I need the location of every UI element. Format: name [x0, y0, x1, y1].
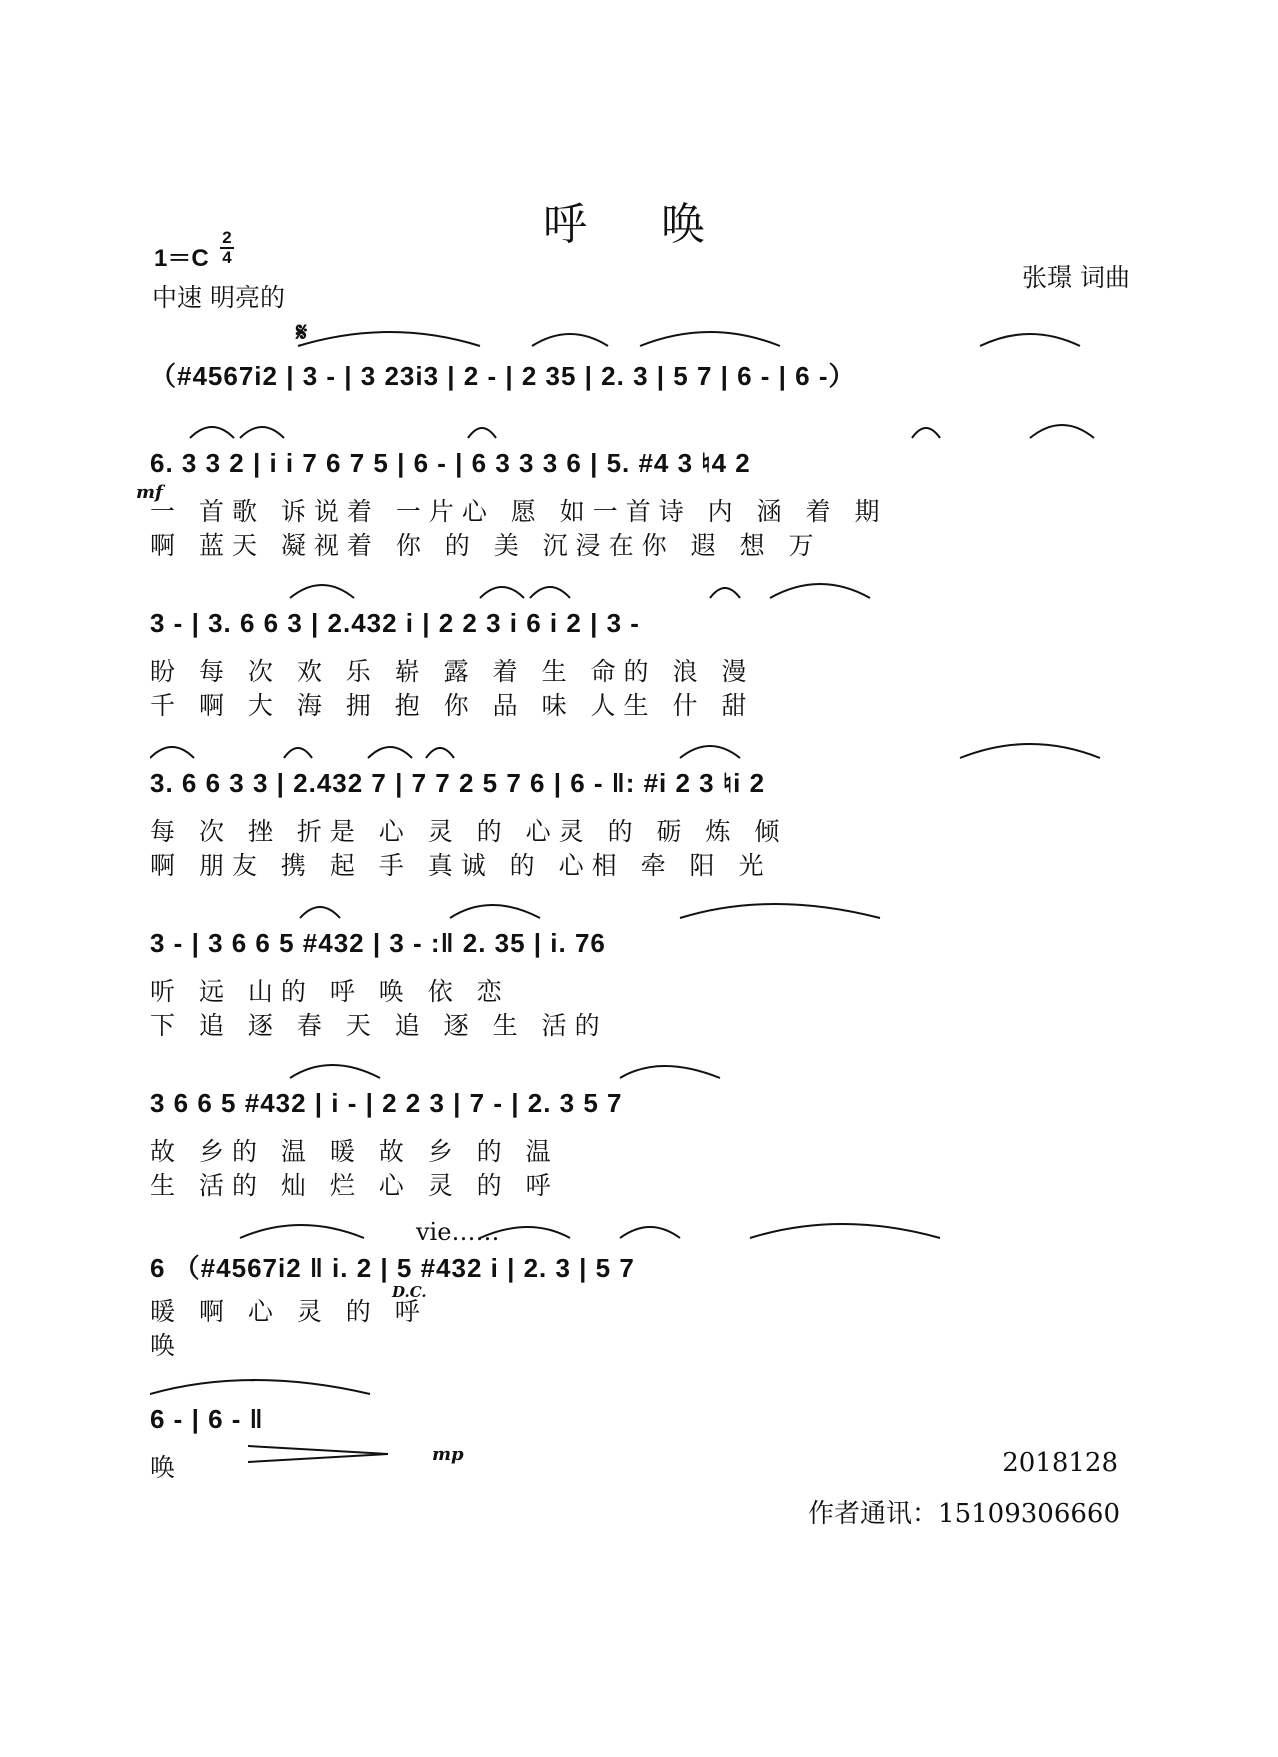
tempo-marking: 中速 明亮的: [152, 283, 285, 312]
notation-line: 3 - | 3. 6 6 3 | 2.432 i | 2 2 3 i 6 i 2 | 3 -: [150, 608, 640, 638]
lyric-verse-2: 生 活的 灿 烂 心 灵 的 呼: [150, 1171, 559, 1200]
staff-row-7: [150, 1248, 1135, 1360]
lyric-verse-1: 故 乡的 温 暖 故 乡 的 温: [150, 1137, 559, 1166]
composer-credit: 张璟 词曲: [1022, 263, 1130, 292]
notation-line: 6 （#4567i2 ‖ i. 2 | 5 #432 i | 2. 3 | 5 7: [150, 1253, 635, 1283]
lyric-verse-2: 啊 蓝天 凝视着 你 的 美 沉浸在你 遐 想 万: [150, 531, 822, 560]
staff-row-2: [150, 448, 1135, 560]
lyric-verse-1: 一 首歌 诉说着 一片心 愿 如一首诗 内 涵 着 期: [150, 497, 888, 526]
dynamic-mf: mf: [136, 482, 163, 503]
slur-layer: [150, 1048, 1135, 1088]
time-top: 2: [222, 228, 232, 247]
slur-layer: [150, 1208, 1135, 1248]
vie-marking: vie……: [416, 1218, 500, 1246]
time-bottom: 4: [222, 248, 232, 267]
page-title: 呼 唤: [543, 199, 735, 250]
staff-row-6: [150, 1088, 1135, 1200]
lyric-verse-2: 唤: [150, 1331, 184, 1360]
slur-layer: [150, 408, 1135, 448]
lyric-verse-1: 听 远 山的 呼 唤 依 恋: [150, 977, 510, 1006]
slur-layer: [150, 888, 1135, 928]
slur-layer: [150, 728, 1135, 768]
staff-row-3: [150, 608, 1135, 720]
lyric-verse-1: 唤: [150, 1453, 184, 1482]
notation-line: 6. 3 3 2 | i i 7 6 7 5 | 6 - | 6 3 3 3 6 | 5. #4 3 ♮4 2: [150, 448, 751, 478]
lyric-verse-2: 千 啊 大 海 拥 抱 你 品 味 人生 什 甜: [150, 691, 755, 720]
staff-row-1: [150, 356, 1135, 400]
lyric-verse-1: 暖 啊 心 灵 的 呼: [150, 1297, 428, 1326]
notation-line: 6 - | 6 - ‖: [150, 1404, 264, 1434]
staff-row-5: [150, 928, 1135, 1040]
notation-line: 3. 6 6 3 3 | 2.432 7 | 7 7 2 5 7 6 | 6 - ‖: #i 2 3 ♮i 2: [150, 768, 766, 798]
slur-layer: [150, 1364, 1135, 1404]
dynamic-mp: mp: [432, 1444, 464, 1465]
segno-sign: 𝄋: [296, 318, 308, 348]
lyric-verse-2: 啊 朋友 携 起 手 真诚 的 心相 牵 阳 光: [150, 851, 772, 880]
notation-line: 3 6 6 5 #432 | i - | 2 2 3 | 7 - | 2. 3 5 7: [150, 1088, 623, 1118]
lyric-verse-1: 每 次 挫 折是 心 灵 的 心灵 的 砺 炼 倾: [150, 817, 788, 846]
staff-row-8: [150, 1404, 1135, 1482]
dc-marking: D.C.: [392, 1283, 427, 1301]
notation-line: （#4567i2 | 3 - | 3 23i3 | 2 - | 2 35 | 2. 3 | 5 7 | 6 - | 6 -）: [150, 361, 856, 391]
lyric-verse-2: 下 追 逐 春 天 追 逐 生 活的: [150, 1011, 608, 1040]
decrescendo-hairpin: [248, 1444, 398, 1464]
notation-line: 3 - | 3 6 6 5 #432 | 3 - :‖ 2. 35 | i. 76: [150, 928, 606, 958]
staff-row-4: [150, 768, 1135, 880]
slur-layer: [150, 568, 1135, 608]
composition-date: 2018128: [1002, 1448, 1118, 1478]
key-signature: 1＝C: [154, 245, 209, 272]
author-contact: 作者通讯：15109306660: [808, 1499, 1120, 1529]
lyric-verse-1: 盼 每 次 欢 乐 崭 露 着 生 命的 浪 漫: [150, 657, 755, 686]
time-signature: [220, 230, 234, 266]
